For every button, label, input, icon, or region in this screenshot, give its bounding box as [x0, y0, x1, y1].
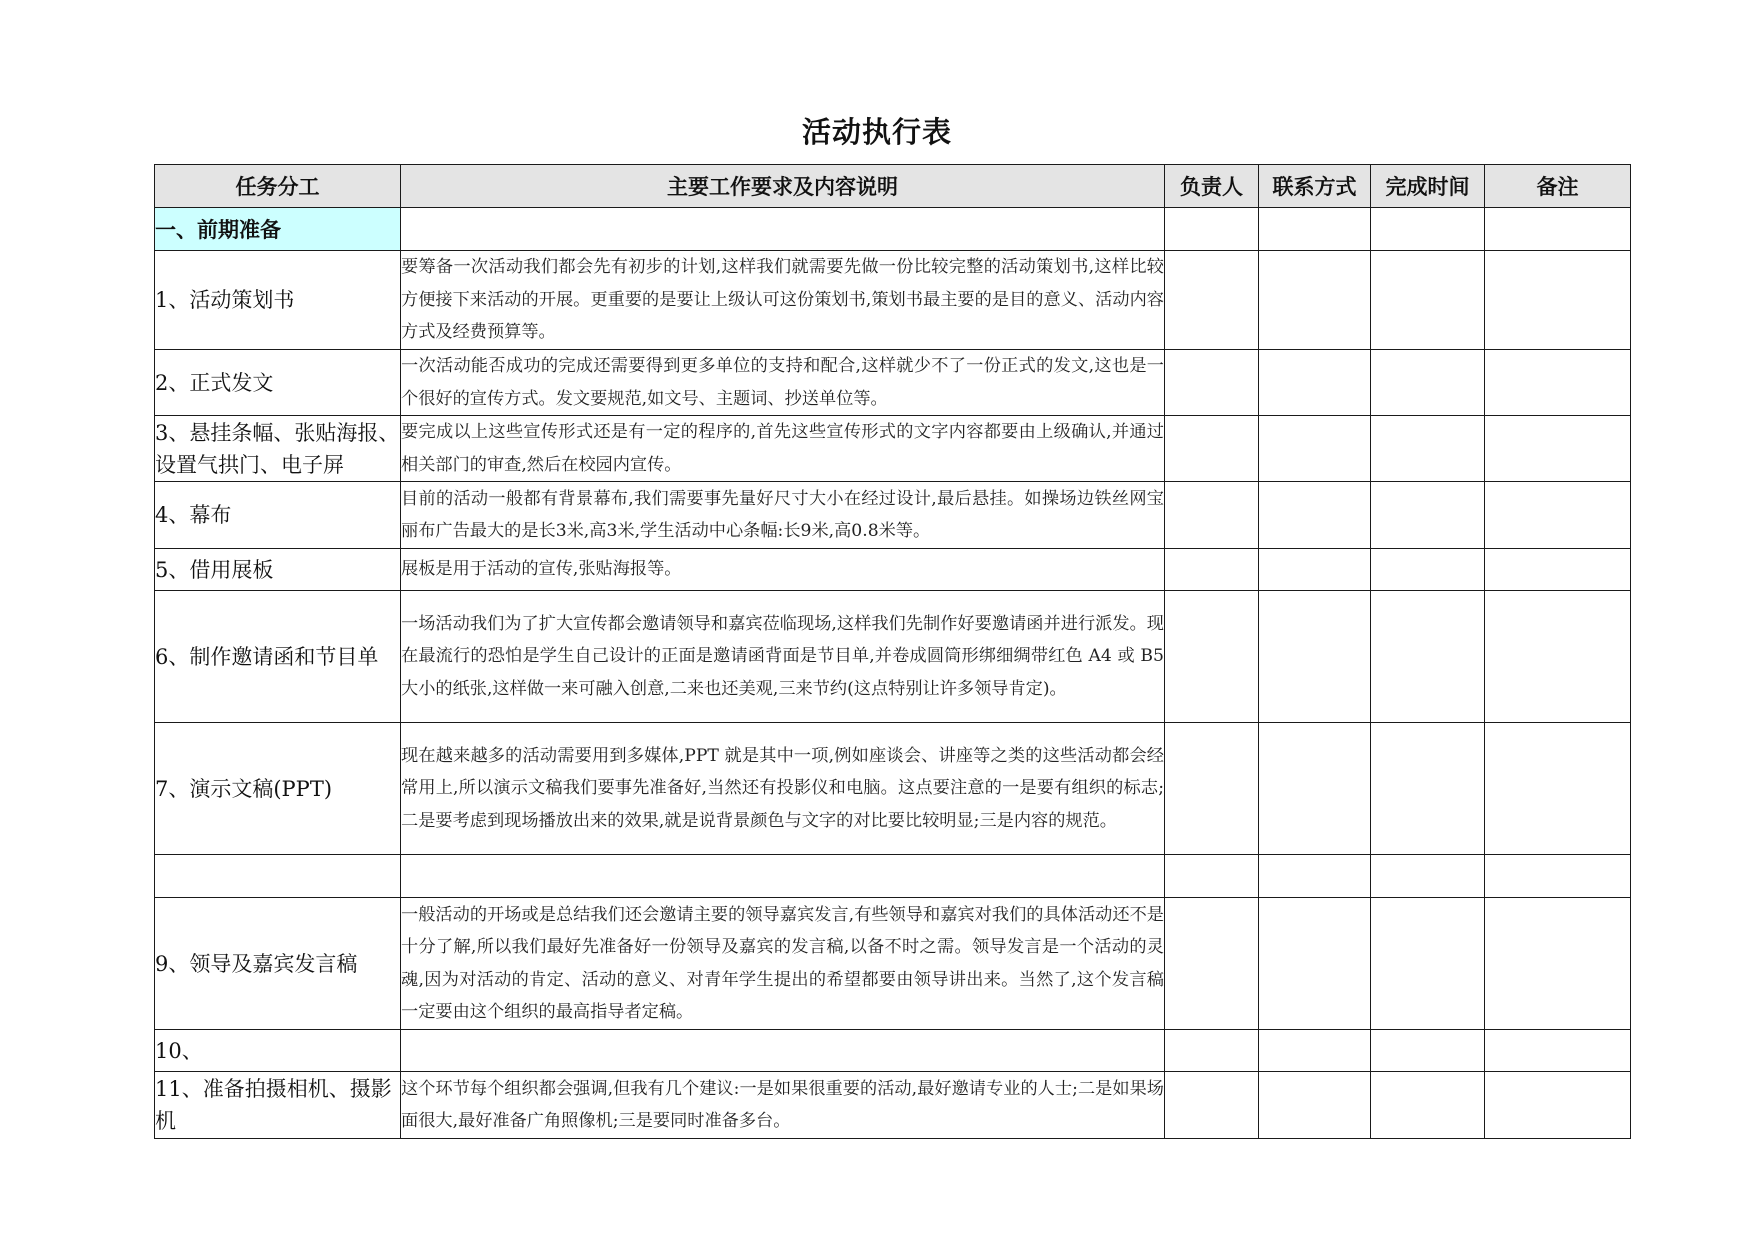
owner-cell — [1165, 1030, 1259, 1072]
task-cell: 2、正式发文 — [155, 350, 401, 416]
description-cell: 一次活动能否成功的完成还需要得到更多单位的支持和配合,这样就少不了一份正式的发文,这也是一个很好的宣传方式。发文要规范,如文号、主题词、抄送单位等。 — [401, 350, 1165, 416]
header-note: 备注 — [1485, 165, 1631, 208]
description-cell: 一般活动的开场或是总结我们还会邀请主要的领导嘉宾发言,有些领导和嘉宾对我们的具体活动还不是十分了解,所以我们最好先准备好一份领导及嘉宾的发言稿,以备不时之需。领导发言是一个活动的灵魂,因为对活动的肯定、活动的意义、对青年学生提出的希望都要由领导讲出来。当然了,这个发言稿一定要由这个组织的最高指导者定稿。 — [401, 898, 1165, 1030]
contact-cell — [1259, 723, 1371, 855]
owner-cell — [1165, 855, 1259, 898]
description-cell — [401, 208, 1165, 251]
contact-cell — [1259, 1030, 1371, 1072]
note-cell — [1485, 1030, 1631, 1072]
description-cell: 这个环节每个组织都会强调,但我有几个建议:一是如果很重要的活动,最好邀请专业的人士;二是如果场面很大,最好准备广角照像机;三是要同时准备多台。 — [401, 1072, 1165, 1139]
note-cell — [1485, 482, 1631, 549]
table-row — [155, 549, 1631, 591]
description-cell: 展板是用于活动的宣传,张贴海报等。 — [401, 549, 1165, 591]
note-cell — [1485, 591, 1631, 723]
owner-cell — [1165, 251, 1259, 350]
description-cell: 目前的活动一般都有背景幕布,我们需要事先量好尺寸大小在经过设计,最后悬挂。如操场边铁丝网宝丽布广告最大的是长3米,高3米,学生活动中心条幅:长9米,高0.8米等。 — [401, 482, 1165, 549]
task-cell: 3、悬挂条幅、张贴海报、设置气拱门、电子屏 — [155, 416, 401, 482]
table-row — [155, 251, 1631, 350]
deadline-cell — [1371, 208, 1485, 251]
owner-cell — [1165, 549, 1259, 591]
header-owner: 负责人 — [1165, 165, 1259, 208]
owner-cell — [1165, 482, 1259, 549]
note-cell — [1485, 898, 1631, 1030]
description-cell — [401, 855, 1165, 898]
table-row — [155, 855, 1631, 898]
note-cell — [1485, 350, 1631, 416]
table-row — [155, 1030, 1631, 1072]
task-cell: 11、准备拍摄相机、摄影机 — [155, 1072, 401, 1139]
owner-cell — [1165, 350, 1259, 416]
deadline-cell — [1371, 1030, 1485, 1072]
header-contact: 联系方式 — [1259, 165, 1371, 208]
contact-cell — [1259, 251, 1371, 350]
deadline-cell — [1371, 723, 1485, 855]
description-cell: 要完成以上这些宣传形式还是有一定的程序的,首先这些宣传形式的文字内容都要由上级确认,并通过相关部门的审查,然后在校园内宣传。 — [401, 416, 1165, 482]
contact-cell — [1259, 549, 1371, 591]
description-cell — [401, 1030, 1165, 1072]
contact-cell — [1259, 482, 1371, 549]
contact-cell — [1259, 1072, 1371, 1139]
contact-cell — [1259, 898, 1371, 1030]
note-cell — [1485, 208, 1631, 251]
activity-execution-table — [154, 164, 1631, 1139]
note-cell — [1485, 1072, 1631, 1139]
owner-cell — [1165, 591, 1259, 723]
header-description: 主要工作要求及内容说明 — [401, 165, 1165, 208]
section-row — [155, 208, 1631, 251]
task-cell: 1、活动策划书 — [155, 251, 401, 350]
note-cell — [1485, 251, 1631, 350]
table-row — [155, 416, 1631, 482]
deadline-cell — [1371, 1072, 1485, 1139]
contact-cell — [1259, 855, 1371, 898]
owner-cell — [1165, 416, 1259, 482]
contact-cell — [1259, 208, 1371, 251]
contact-cell — [1259, 350, 1371, 416]
task-cell: 4、幕布 — [155, 482, 401, 549]
deadline-cell — [1371, 350, 1485, 416]
contact-cell — [1259, 591, 1371, 723]
task-cell: 7、演示文稿(PPT) — [155, 723, 401, 855]
description-cell: 要筹备一次活动我们都会先有初步的计划,这样我们就需要先做一份比较完整的活动策划书,这样比较方便接下来活动的开展。更重要的是要让上级认可这份策划书,策划书最主要的是目的意义、活动内容方式及经费预算等。 — [401, 251, 1165, 350]
task-cell: 9、领导及嘉宾发言稿 — [155, 898, 401, 1030]
deadline-cell — [1371, 251, 1485, 350]
note-cell — [1485, 549, 1631, 591]
deadline-cell — [1371, 898, 1485, 1030]
task-cell: 5、借用展板 — [155, 549, 401, 591]
table-row — [155, 591, 1631, 723]
deadline-cell — [1371, 482, 1485, 549]
owner-cell — [1165, 898, 1259, 1030]
deadline-cell — [1371, 591, 1485, 723]
page-title: 活动执行表 — [801, 115, 952, 149]
table-row — [155, 350, 1631, 416]
section-label: 一、前期准备 — [155, 208, 401, 251]
owner-cell — [1165, 1072, 1259, 1139]
table-row — [155, 482, 1631, 549]
owner-cell — [1165, 208, 1259, 251]
header-deadline: 完成时间 — [1371, 165, 1485, 208]
deadline-cell — [1371, 549, 1485, 591]
table-row — [155, 723, 1631, 855]
table-row — [155, 898, 1631, 1030]
note-cell — [1485, 416, 1631, 482]
description-cell: 现在越来越多的活动需要用到多媒体,PPT 就是其中一项,例如座谈会、讲座等之类的这些活动都会经常用上,所以演示文稿我们要事先准备好,当然还有投影仪和电脑。这点要注意的一是要有组织的标志;二是要考虑到现场播放出来的效果,就是说背景颜色与文字的对比要比较明显;三是内容的规范。 — [401, 723, 1165, 855]
header-task: 任务分工 — [155, 165, 401, 208]
task-cell: 10、 — [155, 1030, 401, 1072]
owner-cell — [1165, 723, 1259, 855]
note-cell — [1485, 855, 1631, 898]
table-row — [155, 1072, 1631, 1139]
description-cell: 一场活动我们为了扩大宣传都会邀请领导和嘉宾莅临现场,这样我们先制作好要邀请函并进行派发。现在最流行的恐怕是学生自己设计的正面是邀请函背面是节目单,并卷成圆筒形绑细绸带红色 A4 或 B5 大小的纸张,这样做一来可融入创意,二来也还美观,三来节约(这点特别让许多领导肯定)。 — [401, 591, 1165, 723]
task-cell: 6、制作邀请函和节目单 — [155, 591, 401, 723]
deadline-cell — [1371, 855, 1485, 898]
contact-cell — [1259, 416, 1371, 482]
note-cell — [1485, 723, 1631, 855]
header-row — [155, 165, 1631, 208]
task-cell — [155, 855, 401, 898]
deadline-cell — [1371, 416, 1485, 482]
